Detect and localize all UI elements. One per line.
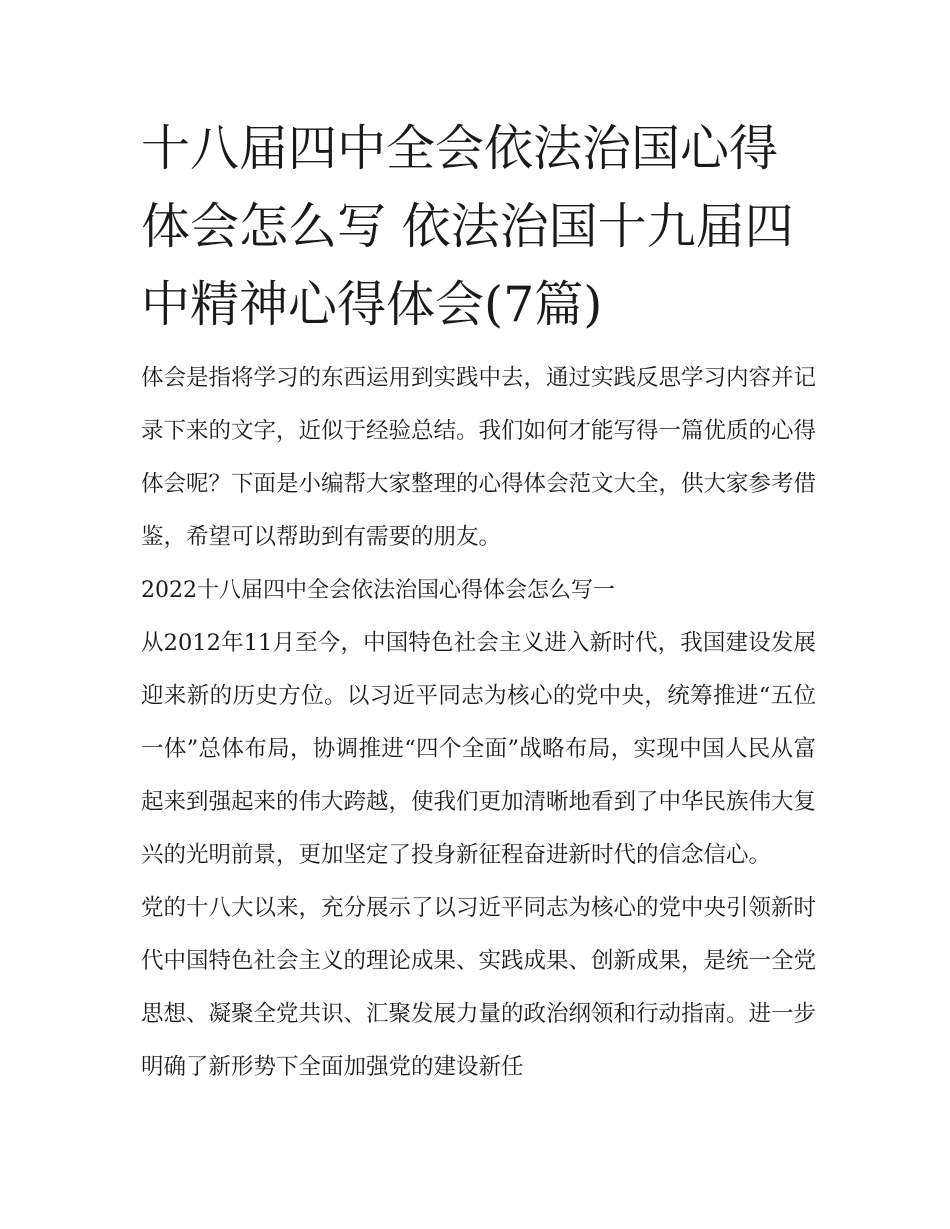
document-page bbox=[141, 110, 816, 1094]
body-paragraph-2: 党的十八大以来，充分展示了以习近平同志为核心的党中央引领新时代中国特色社会主义的理论成果、实践成果、创新成果，是统一全党思想、凝聚全党共识、汇聚发展力量的政治纲领和行动指南。进一步明确了新形势下全面加强党的建设新任 bbox=[141, 895, 817, 1080]
intro-paragraph: 体会是指将学习的东西运用到实践中去，通过实践反思学习内容并记录下来的文字，近似于经验总结。我们如何才能写得一篇优质的心得体会呢？下面是小编帮大家整理的心得体会范文大全，供大家参考借鉴，希望可以帮助到有需要的朋友。 bbox=[141, 365, 817, 550]
document-title: 十八届四中全会依法治国心得体会怎么写 依法治国十九届四中精神心得体会(7篇) bbox=[141, 120, 794, 333]
section-heading: 2022十八届四中全会依法治国心得体会怎么写一 bbox=[141, 578, 615, 603]
body-paragraph-1: 从2012年11月至今，中国特色社会主义进入新时代，我国建设发展迎来新的历史方位。以习近平同志为核心的党中央，统筹推进“五位一体”总体布局，协调推进“四个全面”战略布局，实现中国人民从富起来到强起来的伟大跨越，使我们更加清晰地看到了中华民族伟大复兴的光明前景，更加坚定了投身新征程奋进新时代的信念信心。 bbox=[141, 630, 817, 868]
